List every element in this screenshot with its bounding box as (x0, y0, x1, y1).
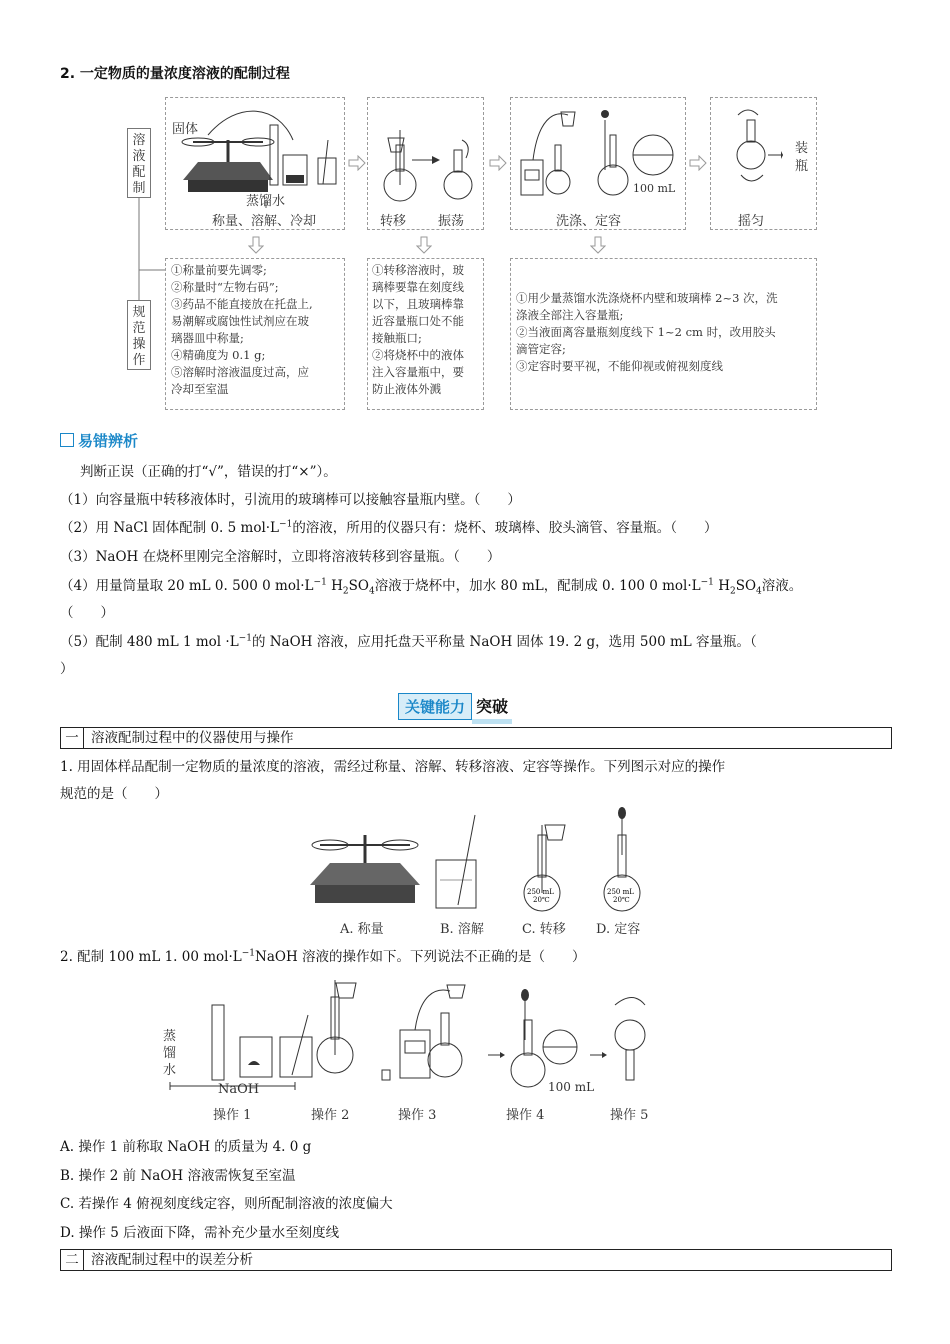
question-5: （5）配制 480 mL 1 mol $\cdot L^{-1}$的 NaOH 溶液，应用托盘天平称量 NaOH 固体 19. 2 g，选用 500 mL 容量瓶。（ (60, 633, 757, 650)
stage2-caption-a: 转移 (380, 214, 407, 229)
arrow-right-icon (689, 155, 707, 171)
question-4-bracket: （ ） (60, 605, 114, 621)
question-5-bracket: ） (60, 661, 74, 677)
caption-b: B. 溶解 (440, 922, 484, 937)
arrow-down-icon (590, 236, 606, 254)
water-vertical-label: 蒸 馏 水 (163, 1029, 177, 1078)
note1-text: ①称量前要先调零; ②称量时“左物右码”; ③药品不能直接放在托盘上, 易潮解或腐蚀性试剂应在玻 璃器皿中称量; ④精确度为 0.1 g; ⑤溶解时溶液温度过高，应 冷却至室温 (171, 263, 313, 396)
caption-c: C. 转移 (522, 922, 566, 937)
op-3: 操作 3 (398, 1108, 437, 1123)
op-5: 操作 5 (610, 1108, 649, 1123)
flask-volume-d: 250 mL (607, 888, 634, 896)
banner-left: 关键能力 (398, 693, 472, 720)
yicuo-title: 易错辨析 (60, 430, 138, 451)
caption-a: A. 称量 (340, 922, 384, 937)
option-a: A. 操作 1 前称取 NaOH 的质量为 4. 0 g (60, 1139, 312, 1155)
flask-volume-c: 250 mL (527, 888, 554, 896)
banner-right: 突破 (472, 692, 512, 724)
stage4-caption: 摇匀 (738, 214, 765, 229)
arrow-down-icon (248, 236, 264, 254)
question-4: （4）用量筒量取 20 mL 0. 500 0 $mol\cdot L^{-1}$ $H_2SO_4$溶液于烧杯中，加水 80 mL，配制成 0. 100 0 $mol\cdot L^{-1}$ $H_2SO_4$溶液。 (60, 577, 803, 597)
section-heading: 2. 一定物质的量浓度溶液的配制过程 (60, 66, 290, 82)
flask-temp-c: 20℃ (533, 896, 550, 904)
arrow-down-icon (416, 236, 432, 254)
note2-text: ①转移溶液时，玻 璃棒要靠在刻度线 以下，且玻璃棒靠 近容量瓶口处不能 接触瓶口; ②将烧杯中的液体 注入容量瓶中，要 防止液体外溅 (372, 263, 464, 396)
volume-label-2: 100 mL (548, 1080, 595, 1094)
section-1-header (60, 727, 892, 749)
problem-2-stem: 2. 配制 100 mL 1. 00 $mol\cdot L^{-1}NaOH$ 溶液的操作如下。下列说法不正确的是（ ） (60, 948, 586, 965)
option-b: B. 操作 2 前 NaOH 溶液需恢复至室温 (60, 1168, 296, 1184)
op-4: 操作 4 (506, 1108, 545, 1123)
volume-label: 100 mL (633, 182, 676, 195)
flask-temp-d: 20℃ (613, 896, 630, 904)
problem-1-line1: 1. 用固体样品配制一定物质的量浓度的溶液，需经过称量、溶解、转移溶液、定容等操作。下列图示对应的操作 (60, 759, 726, 775)
transfer-drawing (370, 100, 482, 205)
stage1-caption: 称量、溶解、冷却 (212, 214, 317, 229)
naoh-label: NaOH (218, 1082, 260, 1097)
checkbox-icon (60, 433, 74, 447)
question-2: （2）用 NaCl 固体配制 0. 5 $mol\cdot L^{-1}$的溶液，所用的仪器只有：烧杯、玻璃棒、胶头滴管、容量瓶。（ ） (60, 519, 718, 536)
op-2: 操作 2 (311, 1108, 350, 1123)
note3-text: ①用少量蒸馏水洗涤烧杯内壁和玻璃棒 2~3 次，洗 涤液全部注入容量瓶; ②当液面离容量瓶刻度线下 1~2 cm 时，改用胶头 滴管定容; ③定容时要平视，不能仰视或俯视刻度线 (516, 291, 778, 373)
problem-1-figure (300, 805, 660, 915)
option-d: D. 操作 5 后液面下降，需补充少量水至刻度线 (60, 1225, 340, 1241)
problem-1-line2: 规范的是（ ） (60, 786, 168, 802)
solid-label: 固体 (172, 122, 199, 137)
stage3-caption: 洗涤、定容 (556, 214, 622, 229)
key-ability-banner (398, 692, 512, 718)
stage2-caption-b: 振荡 (438, 214, 465, 229)
side-label-bottom: 规 范 操 作 (127, 300, 151, 370)
shake-drawing (713, 100, 783, 205)
section-1-title: 溶液配制过程中的仪器使用与操作 (91, 730, 294, 746)
question-1: （1）向容量瓶中转移液体时，引流用的玻璃棒可以接触容量瓶内壁。（ ） (60, 492, 521, 508)
section-2-title: 溶液配制过程中的误差分析 (91, 1252, 253, 1268)
option-c: C. 若操作 4 俯视刻度线定容，则所配制溶液的浓度偏大 (60, 1196, 393, 1212)
arrow-right-icon (489, 155, 507, 171)
yicuo-intro: 判断正误（正确的打“√”，错误的打“×”）。 (80, 464, 337, 480)
stage4-label: 装 瓶 (795, 141, 809, 174)
water-label: 蒸馏水 (246, 194, 286, 209)
section-1-number: 一 (61, 728, 84, 748)
section-2-number: 二 (61, 1250, 84, 1270)
side-label-top: 溶 液 配 制 (127, 128, 151, 198)
op-1: 操作 1 (213, 1108, 252, 1123)
question-3: （3）NaOH 在烧杯里刚完全溶解时，立即将溶液转移到容量瓶。（ ） (60, 549, 501, 565)
side-connector (120, 195, 170, 305)
arrow-right-icon (348, 155, 366, 171)
caption-d: D. 定容 (596, 922, 641, 937)
section-2-header (60, 1249, 892, 1271)
